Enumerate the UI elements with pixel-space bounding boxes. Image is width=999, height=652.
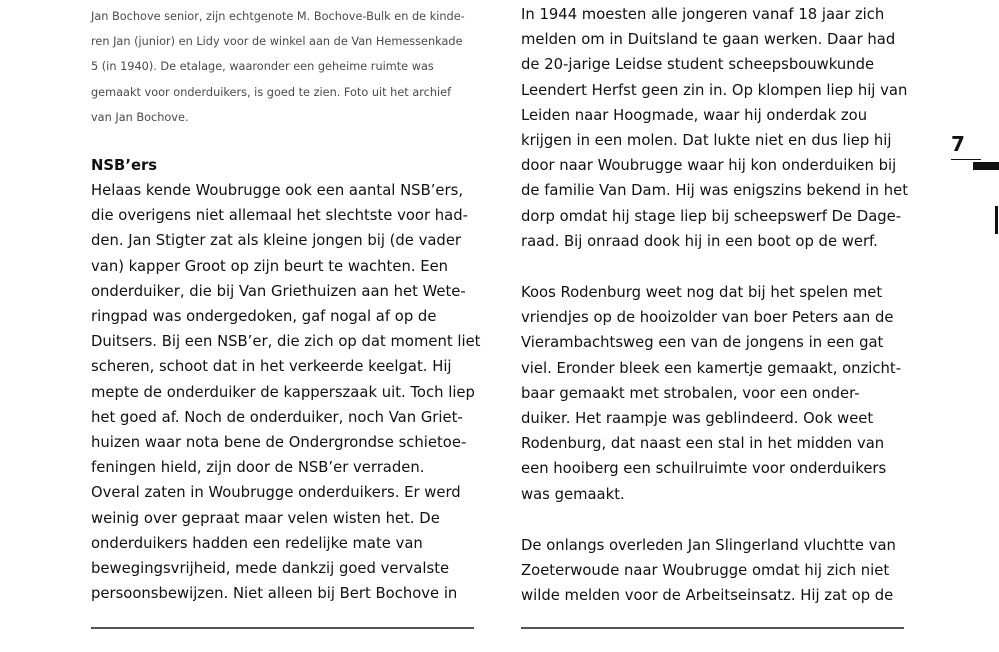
text-line: krijgen in een molen. Dat lukte niet en dus liep hij [521, 132, 892, 150]
body-paragraph-2 [521, 280, 905, 507]
text-line: de familie Van Dam. Hij was enigszins bekend in het [521, 182, 909, 200]
text-line: feningen hield, zijn door de NSB’er verraden. [91, 459, 425, 477]
text-line: onderduikers hadden een redelijke mate van [91, 534, 423, 552]
caption-line: van Jan Bochove. [91, 110, 189, 124]
text-line: onderduiker, die bij Van Griethuizen aan het Wete- [91, 282, 466, 300]
body-paragraph [91, 178, 481, 606]
text-line: In 1944 moesten alle jongeren vanaf 18 jaar zich [521, 6, 885, 23]
text-line: persoonsbewijzen. Niet alleen bij Bert Bochove in [91, 585, 458, 603]
text-line: duiker. Het raampje was geblindeerd. Ook weet [521, 410, 874, 428]
text-line: huizen waar nota bene de Ondergrondse schietoe- [91, 434, 467, 452]
text-line: Rodenburg, dat naast een stal in het midden van [521, 435, 885, 453]
text-line: was gemaakt. [521, 485, 625, 503]
text-line: weinig over gepraat maar velen wisten het. De [91, 509, 440, 527]
text-line: baar gemaakt met strobalen, voor een onder- [521, 384, 860, 402]
text-line: het goed af. Noch de onderduiker, noch Van Griet- [91, 408, 463, 426]
text-line: Overal zaten in Woubrugge onderduikers. Er werd [91, 484, 461, 502]
text-line: Leendert Herfst geen zin in. Op klompen liep hij van [521, 81, 908, 99]
text-line: viel. Eronder bleek een kamertje gemaakt, onzicht- [521, 359, 902, 377]
text-line: bewegingsvrijheid, mede dankzij goed vervalste [91, 560, 450, 578]
body-paragraph-3 [521, 533, 905, 609]
text-line: De onlangs overleden Jan Slingerland vluchtte van [521, 537, 896, 554]
text-line: Leiden naar Hoogmade, waar hij onderdak zou [521, 106, 868, 124]
caption-line: 5 (in 1940). De etalage, waaronder een geheime ruimte was [91, 60, 434, 74]
text-line: wilde melden voor de Arbeitseinsatz. Hij zat op de [521, 587, 894, 605]
text-line: ringpad was ondergedoken, gaf nogal af op de [91, 308, 437, 326]
text-line: Zoeterwoude naar Woubrugge omdat hij zich niet [521, 562, 890, 580]
column-bottom-rule-left [91, 627, 474, 629]
text-line: scheren, schoot dat in het verkeerde keelgat. Hij [91, 358, 452, 376]
text-line: door naar Woubrugge waar hij kon onderduiken bij [521, 157, 897, 175]
page-number: 7 [951, 132, 965, 156]
caption-line: gemaakt voor onderduikers, is goed te zien. Foto uit het archief [91, 85, 452, 99]
text-line: die overigens niet allemaal het slechtste voor had- [91, 207, 468, 225]
text-line: raad. Bij onraad dook hij in een boot op de werf. [521, 232, 878, 250]
caption-line: Jan Bochove senior, zijn echtgenote M. Bochove-Bulk en de kinde- [91, 10, 465, 23]
text-line: Helaas kende Woubrugge ook een aantal NSB’ers, [91, 182, 464, 199]
page-edge-tab [973, 162, 999, 170]
text-line: Koos Rodenburg weet nog dat bij het spelen met [521, 284, 883, 301]
body-paragraph-1 [521, 2, 909, 254]
text-line: van) kapper Groot op zijn beurt te wachten. Een [91, 257, 449, 275]
page-edge-mark [995, 206, 998, 234]
text-line: een hooiberg een schuilruimte voor onderduikers [521, 460, 887, 478]
text-line: den. Jan Stigter zat als kleine jongen bij (de vader [91, 232, 462, 250]
text-line: melden om in Duitsland te gaan werken. Daar had [521, 31, 896, 49]
text-line: Vierambachtsweg een van de jongens in een gat [521, 334, 884, 352]
text-line: vriendjes op de hooizolder van boer Peters aan de [521, 309, 894, 327]
text-line: mepte de onderduiker de kapperszaak uit. Toch liep [91, 383, 475, 401]
text-line: Duitsers. Bij een NSB’er, die zich op dat moment liet [91, 333, 481, 351]
page-number-rule [951, 159, 981, 160]
column-bottom-rule-right [521, 627, 904, 629]
photo-caption [91, 4, 475, 130]
text-line: dorp omdat hij stage liep bij scheepswerf De Dage- [521, 207, 902, 225]
section-heading: NSB’ers [91, 157, 158, 174]
caption-line: ren Jan (junior) en Lidy voor de winkel aan de Van Hemessenkade [91, 35, 463, 49]
text-line: de 20-jarige Leidse student scheepsbouwkunde [521, 56, 875, 74]
